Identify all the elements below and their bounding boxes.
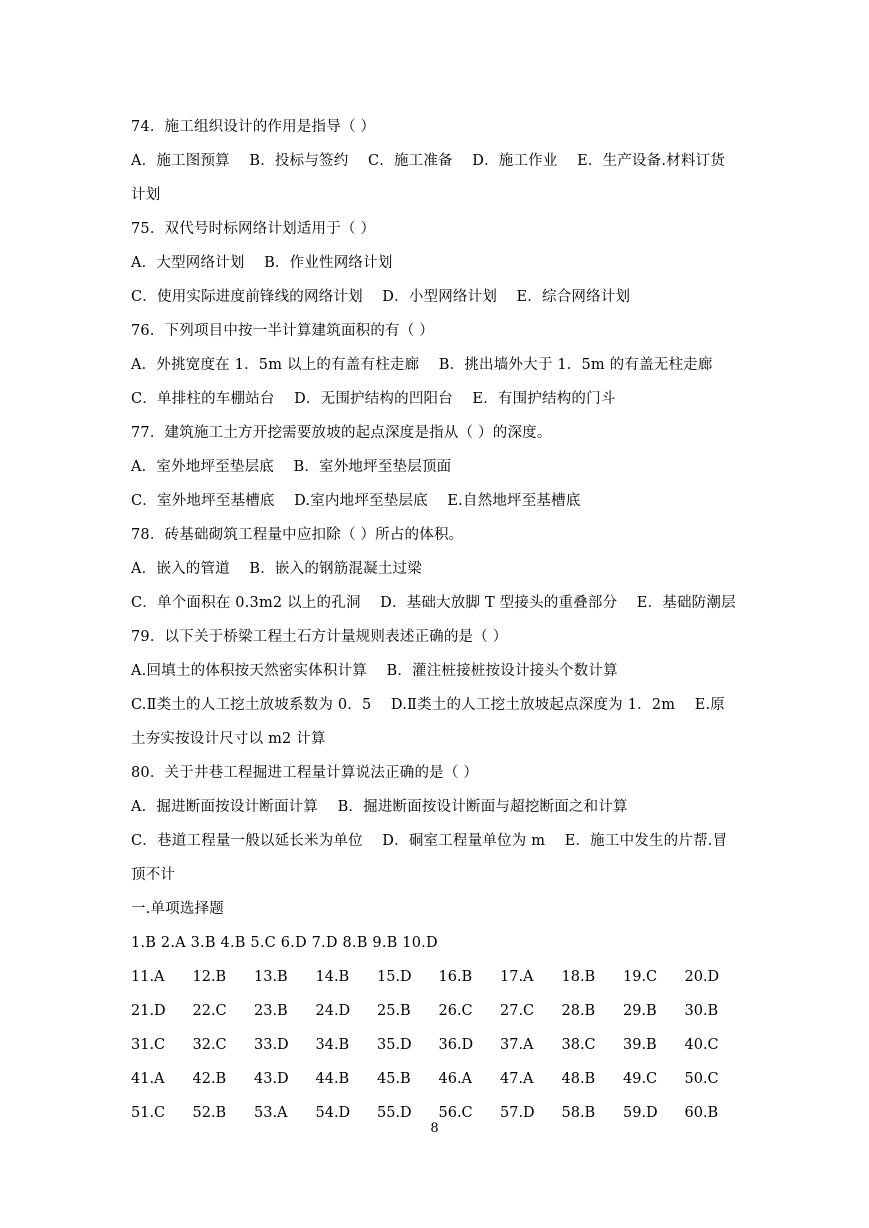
question-options: C．巷道工程量一般以延长米为单位 D．硐室工程量单位为 m E．施工中发生的片帮.冒 — [131, 833, 728, 849]
answer-cell: 21.D — [131, 1003, 166, 1019]
answer-cell: 52.B — [192, 1105, 227, 1121]
answer-cell: 53.A — [254, 1105, 288, 1121]
question-options: A．施工图预算 B．投标与签约 C．施工准备 D．施工作业 E．生产设备.材料订货 — [131, 153, 725, 169]
question-options: 计划 — [131, 187, 161, 203]
answer-row — [131, 1062, 741, 1096]
answer-cell: 48.B — [561, 1071, 596, 1087]
answer-cell: 27.C — [500, 1003, 535, 1019]
answer-cell: 35.D — [377, 1037, 412, 1053]
answer-cell: 36.D — [438, 1037, 474, 1053]
question-options: A．大型网络计划 B．作业性网络计划 — [131, 255, 393, 271]
answer-cell: 12.B — [192, 969, 227, 985]
answer-cell: 51.C — [131, 1105, 166, 1121]
answer-cell: 37.A — [500, 1037, 534, 1053]
answer-cell: 13.B — [254, 969, 288, 985]
answer-cell: 57.D — [500, 1105, 535, 1121]
question-stem: 79．以下关于桥梁工程土石方计量规则表述正确的是（ ） — [131, 629, 508, 645]
question-options: C．单排柱的车棚站台 D．无围护结构的凹阳台 E．有围护结构的门斗 — [131, 391, 616, 407]
answer-cell: 24.D — [315, 1003, 351, 1019]
answer-cell: 38.C — [561, 1037, 596, 1053]
answer-cell: 15.D — [377, 969, 412, 985]
answer-cell: 34.B — [315, 1037, 350, 1053]
question-options: A．室外地坪至垫层底 B．室外地坪至垫层顶面 — [131, 459, 452, 475]
answer-cell: 46.A — [438, 1071, 473, 1087]
question-stem: 74．施工组织设计的作用是指导（ ） — [131, 119, 376, 135]
answer-cell: 50.C — [684, 1071, 719, 1087]
answer-cell: 59.D — [623, 1105, 658, 1121]
answer-cell: 29.B — [623, 1003, 657, 1019]
question-options: C．室外地坪至基槽底 D.室内地坪至垫层底 E.自然地坪至基槽底 — [131, 493, 581, 509]
question-options: A．嵌入的管道 B．嵌入的钢筋混凝土过梁 — [131, 561, 422, 577]
answer-cell: 11.A — [131, 969, 165, 985]
question-stem: 75．双代号时标网络计划适用于（ ） — [131, 221, 376, 237]
question-stem: 78．砖基础砌筑工程量中应扣除（ ）所占的体积。 — [131, 527, 464, 543]
question-options: C.Ⅱ类土的人工挖土放坡系数为 0．5 D.Ⅱ类土的人工挖土放坡起点深度为 1．2m E.原 — [131, 697, 725, 713]
answer-cell: 44.B — [315, 1071, 350, 1087]
answer-cell: 28.B — [561, 1003, 596, 1019]
page-number: 8 — [430, 1121, 439, 1136]
answer-cell: 49.C — [623, 1071, 658, 1087]
answer-cell: 26.C — [438, 1003, 473, 1019]
page-content — [131, 110, 741, 1130]
question-options: A．掘进断面按设计断面计算 B．掘进断面按设计断面与超挖断面之和计算 — [131, 799, 628, 815]
answer-cell: 18.B — [561, 969, 596, 985]
answer-row — [131, 994, 741, 1028]
answer-cell: 25.B — [377, 1003, 411, 1019]
answer-cell: 19.C — [623, 969, 658, 985]
answer-cell: 30.B — [684, 1003, 719, 1019]
answer-cell: 42.B — [192, 1071, 227, 1087]
answer-row — [131, 960, 741, 994]
answer-cell: 33.D — [254, 1037, 289, 1053]
answer-cell: 16.B — [438, 969, 473, 985]
answer-cell: 43.D — [254, 1071, 289, 1087]
answer-cell: 14.B — [315, 969, 350, 985]
question-options: A.回填土的体积按天然密实体积计算 B．灌注桩接桩按设计接头个数计算 — [131, 663, 618, 679]
question-stem: 80．关于井巷工程掘进工程量计算说法正确的是（ ） — [131, 765, 479, 781]
answer-cell: 45.B — [377, 1071, 411, 1087]
answer-cell: 17.A — [500, 969, 534, 985]
answer-cell: 41.A — [131, 1071, 165, 1087]
answer-cell: 60.B — [684, 1105, 719, 1121]
answer-cell: 58.B — [561, 1105, 596, 1121]
answer-cell: 31.C — [131, 1037, 166, 1053]
answer-key-grid — [131, 960, 741, 1130]
question-options: A．外挑宽度在 1．5m 以上的有盖有柱走廊 B．挑出墙外大于 1．5m 的有盖无柱走廊 — [131, 357, 713, 373]
answer-cell: 22.C — [192, 1003, 227, 1019]
question-stem: 77．建筑施工土方开挖需要放坡的起点深度是指从（ ）的深度。 — [131, 425, 552, 441]
answer-cell: 40.C — [684, 1037, 719, 1053]
answer-cell: 39.B — [623, 1037, 657, 1053]
answer-row — [131, 1028, 741, 1062]
question-options: C．使用实际进度前锋线的网络计划 D．小型网络计划 E．综合网络计划 — [131, 289, 631, 305]
question-options: C．单个面积在 0.3m2 以上的孔洞 D．基础大放脚 T 型接头的重叠部分 E．基础防潮层 — [131, 595, 736, 611]
answer-cell: 20.D — [684, 969, 720, 985]
answer-cell: 55.D — [377, 1105, 412, 1121]
answer-section-heading: 一.单项选择题 — [131, 901, 225, 917]
answer-first-row: 1.B 2.A 3.B 4.B 5.C 6.D 7.D 8.B 9.B 10.D — [131, 935, 438, 951]
answer-cell: 56.C — [438, 1105, 473, 1121]
question-options: 土夯实按设计尺寸以 m2 计算 — [131, 731, 326, 747]
answer-cell: 32.C — [192, 1037, 227, 1053]
answer-cell: 23.B — [254, 1003, 288, 1019]
answer-cell: 54.D — [315, 1105, 351, 1121]
question-stem: 76．下列项目中按一半计算建筑面积的有（ ） — [131, 323, 434, 339]
question-options: 顶不计 — [131, 867, 176, 883]
answer-cell: 47.A — [500, 1071, 534, 1087]
